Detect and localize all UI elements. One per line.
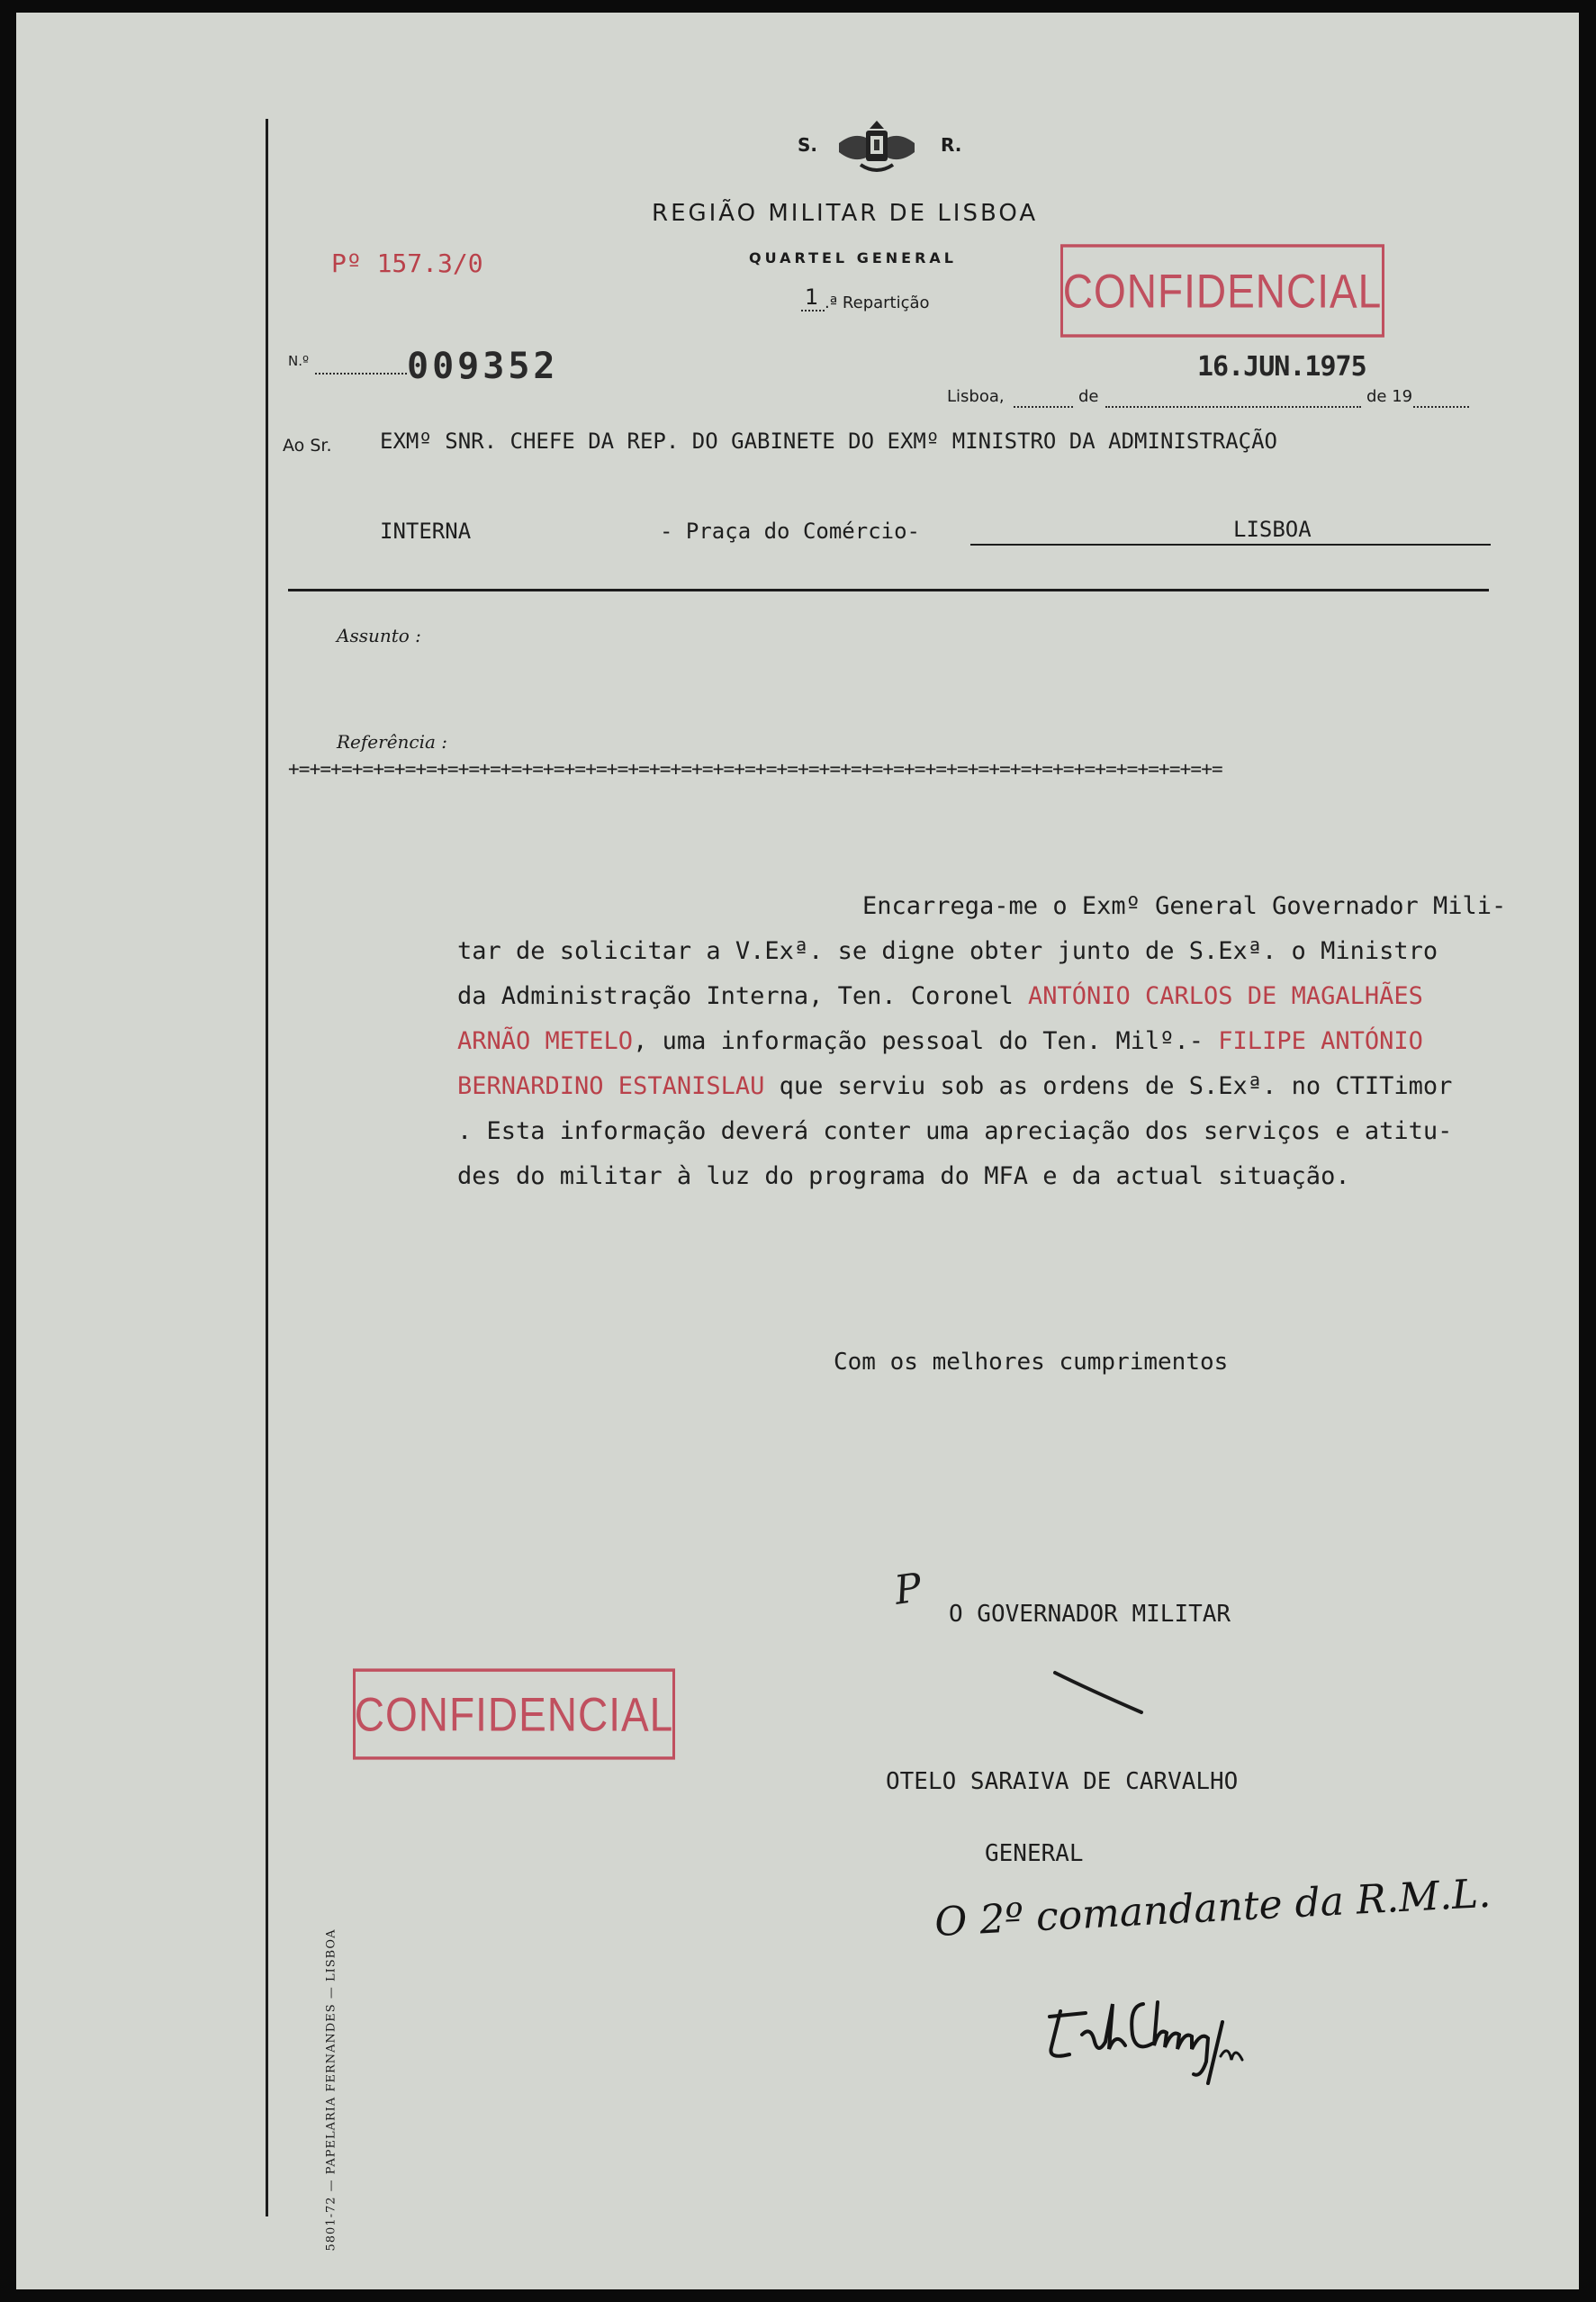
date-city-label: Lisboa, bbox=[947, 387, 1005, 406]
body-name-1: ANTÓNIO CARLOS DE MAGALHÃES bbox=[1027, 982, 1423, 1010]
confidential-stamp-top: CONFIDENCIAL bbox=[1060, 244, 1384, 338]
file-reference: Pº 157.3/0 bbox=[331, 248, 483, 278]
body-name-2: FILIPE ANTÓNIO bbox=[1218, 1027, 1423, 1055]
signature-name: OTELO SARAIVA DE CARVALHO bbox=[886, 1768, 1239, 1795]
addressee-line-2b: - Praça do Comércio- bbox=[660, 519, 920, 544]
handwritten-note: O 2º comandante da R.M.L. bbox=[933, 1870, 1492, 1946]
date-de-label: de bbox=[1078, 387, 1099, 406]
body-line-2: tar de solicitar a V.Exª. se digne obter junto de S.Exª. o Ministro bbox=[457, 937, 1438, 965]
confidential-stamp-bottom: CONFIDENCIAL bbox=[353, 1668, 675, 1759]
number-dotline bbox=[315, 373, 407, 375]
addressee-line-2a: INTERNA bbox=[380, 519, 472, 544]
coat-of-arms-emblem bbox=[834, 116, 920, 179]
addressee-underline-dashes bbox=[970, 544, 1491, 546]
letterhead-right-letter: R. bbox=[941, 134, 962, 156]
letterhead-division: QUARTEL GENERAL bbox=[749, 249, 957, 266]
body-line-4 bbox=[457, 1019, 1423, 1064]
signature-stroke bbox=[1051, 1667, 1150, 1721]
repartition-label: .ª Repartição bbox=[825, 293, 930, 312]
body-line-4b: , uma informação pessoal do Ten. Milº.- bbox=[633, 1027, 1219, 1055]
assunto-label: Assunto : bbox=[337, 625, 421, 646]
separator-line: +=+=+=+=+=+=+=+=+=+=+=+=+=+=+=+=+=+=+=+=+=+=+=+=+=+=+=+=+=+=+=+=+=+=+=+=+=+=+=+=+=+=+=+= bbox=[288, 758, 1222, 780]
body-line-7: des do militar à luz do programa do MFA e da actual situação. bbox=[457, 1162, 1350, 1190]
addressee-line-1: EXMº SNR. CHEFE DA REP. DO GABINETE DO EXMº MINISTRO DA ADMINISTRAÇÃO bbox=[380, 429, 1277, 454]
body-name-2-cont: BERNARDINO ESTANISLAU bbox=[457, 1072, 765, 1100]
date-day-dotline bbox=[1014, 406, 1073, 408]
signature-title: O GOVERNADOR MILITAR bbox=[949, 1601, 1231, 1628]
referencia-label: Referência : bbox=[337, 731, 448, 753]
number-value: 009352 bbox=[407, 346, 559, 387]
body-line-5 bbox=[457, 1064, 1452, 1109]
margin-rule bbox=[266, 119, 268, 2216]
signature-mark: P bbox=[891, 1565, 925, 1614]
handwritten-signature bbox=[1042, 1948, 1312, 2092]
letterhead-org: REGIÃO MILITAR DE LISBOA bbox=[652, 200, 1039, 227]
addressee-label: Ao Sr. bbox=[283, 436, 332, 456]
printer-imprint: 5801-72 — PAPELARIA FERNANDES — LISBOA bbox=[324, 1928, 338, 2252]
body-name-1-cont: ARNÃO METELO bbox=[457, 1027, 634, 1055]
closing-text: Com os melhores cumprimentos bbox=[834, 1349, 1229, 1376]
signature-rank: GENERAL bbox=[985, 1840, 1084, 1867]
date-year-label: de 19 bbox=[1366, 387, 1413, 406]
body-line-3 bbox=[457, 974, 1423, 1019]
number-label: N.º bbox=[288, 353, 310, 369]
date-year-dotline bbox=[1413, 406, 1469, 408]
body-line-6: . Esta informação deverá conter uma apreciação dos serviços e atitu- bbox=[457, 1117, 1453, 1145]
addressee-line-2c: LISBOA bbox=[1233, 517, 1312, 542]
letterhead-left-letter: S. bbox=[798, 134, 818, 156]
repartition-number: 1 bbox=[805, 284, 819, 310]
repartition-dotline bbox=[801, 310, 825, 311]
body-line-5b: que serviu sob as ordens de S.Exª. no CTITimor bbox=[764, 1072, 1453, 1100]
header-rule bbox=[288, 589, 1489, 591]
body-line-1: Encarrega-me o Exmº General Governador Mili- bbox=[862, 892, 1507, 920]
date-month-dotline bbox=[1105, 406, 1361, 408]
date-stamp: 16.JUN.1975 bbox=[1197, 351, 1366, 383]
body-line-3a: da Administração Interna, Ten. Coronel bbox=[457, 982, 1028, 1010]
document-page bbox=[16, 13, 1579, 2289]
